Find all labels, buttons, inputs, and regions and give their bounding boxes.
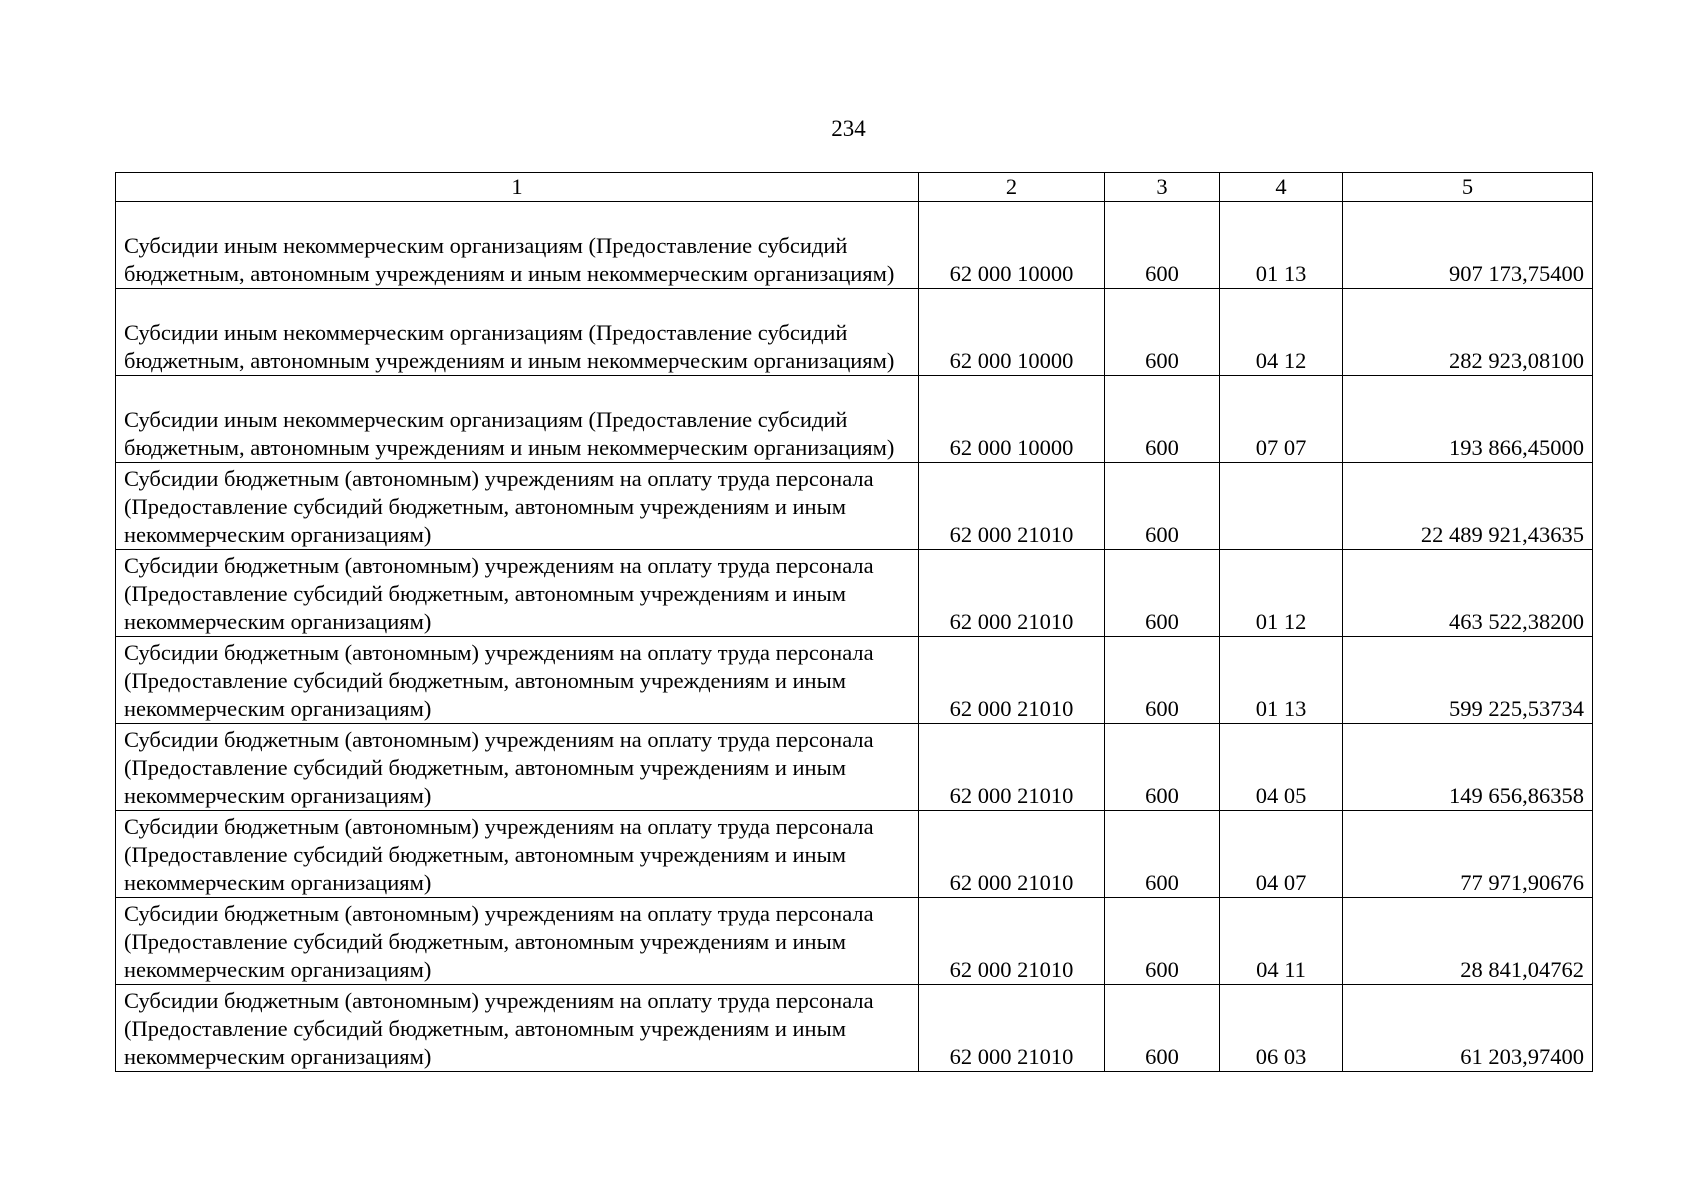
row-section-code: 01 12	[1220, 550, 1343, 637]
row-description: Субсидии иным некоммерческим организациям (Предоставление субсидий бюджетным, автономным учреждениям и иным некоммерческим организациям)	[116, 376, 919, 463]
row-description: Субсидии бюджетным (автономным) учреждениям на оплату труда персонала (Предоставление субсидий бюджетным, автономным учреждениям и иным некоммерческим организациям)	[116, 985, 919, 1072]
row-amount: 193 866,45000	[1343, 376, 1593, 463]
row-target-code: 62 000 21010	[919, 550, 1105, 637]
table-header	[116, 173, 1593, 202]
row-expense-type: 600	[1105, 550, 1220, 637]
row-expense-type: 600	[1105, 289, 1220, 376]
row-amount: 61 203,97400	[1343, 985, 1593, 1072]
row-expense-type: 600	[1105, 898, 1220, 985]
row-description: Субсидии иным некоммерческим организациям (Предоставление субсидий бюджетным, автономным учреждениям и иным некоммерческим организациям)	[116, 289, 919, 376]
row-section-code: 06 03	[1220, 985, 1343, 1072]
row-description: Субсидии иным некоммерческим организациям (Предоставление субсидий бюджетным, автономным учреждениям и иным некоммерческим организациям)	[116, 202, 919, 289]
row-section-code: 01 13	[1220, 637, 1343, 724]
row-amount: 463 522,38200	[1343, 550, 1593, 637]
row-section-code	[1220, 463, 1343, 550]
row-section-code: 07 07	[1220, 376, 1343, 463]
row-description: Субсидии бюджетным (автономным) учреждениям на оплату труда персонала (Предоставление субсидий бюджетным, автономным учреждениям и иным некоммерческим организациям)	[116, 724, 919, 811]
table-row	[116, 985, 1593, 1072]
row-description: Субсидии бюджетным (автономным) учреждениям на оплату труда персонала (Предоставление субсидий бюджетным, автономным учреждениям и иным некоммерческим организациям)	[116, 637, 919, 724]
row-expense-type: 600	[1105, 637, 1220, 724]
row-target-code: 62 000 21010	[919, 811, 1105, 898]
row-amount: 28 841,04762	[1343, 898, 1593, 985]
row-target-code: 62 000 21010	[919, 985, 1105, 1072]
row-expense-type: 600	[1105, 376, 1220, 463]
row-section-code: 01 13	[1220, 202, 1343, 289]
row-description: Субсидии бюджетным (автономным) учреждениям на оплату труда персонала (Предоставление субсидий бюджетным, автономным учреждениям и иным некоммерческим организациям)	[116, 550, 919, 637]
header-row	[116, 173, 1593, 202]
row-section-code: 04 07	[1220, 811, 1343, 898]
row-description: Субсидии бюджетным (автономным) учреждениям на оплату труда персонала (Предоставление субсидий бюджетным, автономным учреждениям и иным некоммерческим организациям)	[116, 898, 919, 985]
row-section-code: 04 12	[1220, 289, 1343, 376]
row-target-code: 62 000 21010	[919, 724, 1105, 811]
row-expense-type: 600	[1105, 985, 1220, 1072]
table-row	[116, 463, 1593, 550]
row-amount: 282 923,08100	[1343, 289, 1593, 376]
row-target-code: 62 000 10000	[919, 202, 1105, 289]
column-header-2: 2	[919, 173, 1105, 202]
row-target-code: 62 000 10000	[919, 289, 1105, 376]
page-number: 234	[831, 116, 866, 141]
column-header-4: 4	[1220, 173, 1343, 202]
row-amount: 77 971,90676	[1343, 811, 1593, 898]
row-target-code: 62 000 21010	[919, 463, 1105, 550]
table-row	[116, 376, 1593, 463]
row-amount: 907 173,75400	[1343, 202, 1593, 289]
table-row	[116, 637, 1593, 724]
table-row	[116, 289, 1593, 376]
column-header-3: 3	[1105, 173, 1220, 202]
row-amount: 149 656,86358	[1343, 724, 1593, 811]
row-section-code: 04 05	[1220, 724, 1343, 811]
table-body	[116, 202, 1593, 1072]
table-row	[116, 550, 1593, 637]
table-row	[116, 724, 1593, 811]
row-amount: 599 225,53734	[1343, 637, 1593, 724]
row-target-code: 62 000 10000	[919, 376, 1105, 463]
table-row	[116, 898, 1593, 985]
row-expense-type: 600	[1105, 724, 1220, 811]
table-row	[116, 811, 1593, 898]
row-description: Субсидии бюджетным (автономным) учреждениям на оплату труда персонала (Предоставление субсидий бюджетным, автономным учреждениям и иным некоммерческим организациям)	[116, 463, 919, 550]
row-target-code: 62 000 21010	[919, 898, 1105, 985]
row-description: Субсидии бюджетным (автономным) учреждениям на оплату труда персонала (Предоставление субсидий бюджетным, автономным учреждениям и иным некоммерческим организациям)	[116, 811, 919, 898]
column-header-1: 1	[116, 173, 919, 202]
column-header-5: 5	[1343, 173, 1593, 202]
row-expense-type: 600	[1105, 811, 1220, 898]
row-amount: 22 489 921,43635	[1343, 463, 1593, 550]
row-expense-type: 600	[1105, 463, 1220, 550]
budget-table	[115, 172, 1593, 1072]
row-expense-type: 600	[1105, 202, 1220, 289]
row-section-code: 04 11	[1220, 898, 1343, 985]
table-row	[116, 202, 1593, 289]
row-target-code: 62 000 21010	[919, 637, 1105, 724]
